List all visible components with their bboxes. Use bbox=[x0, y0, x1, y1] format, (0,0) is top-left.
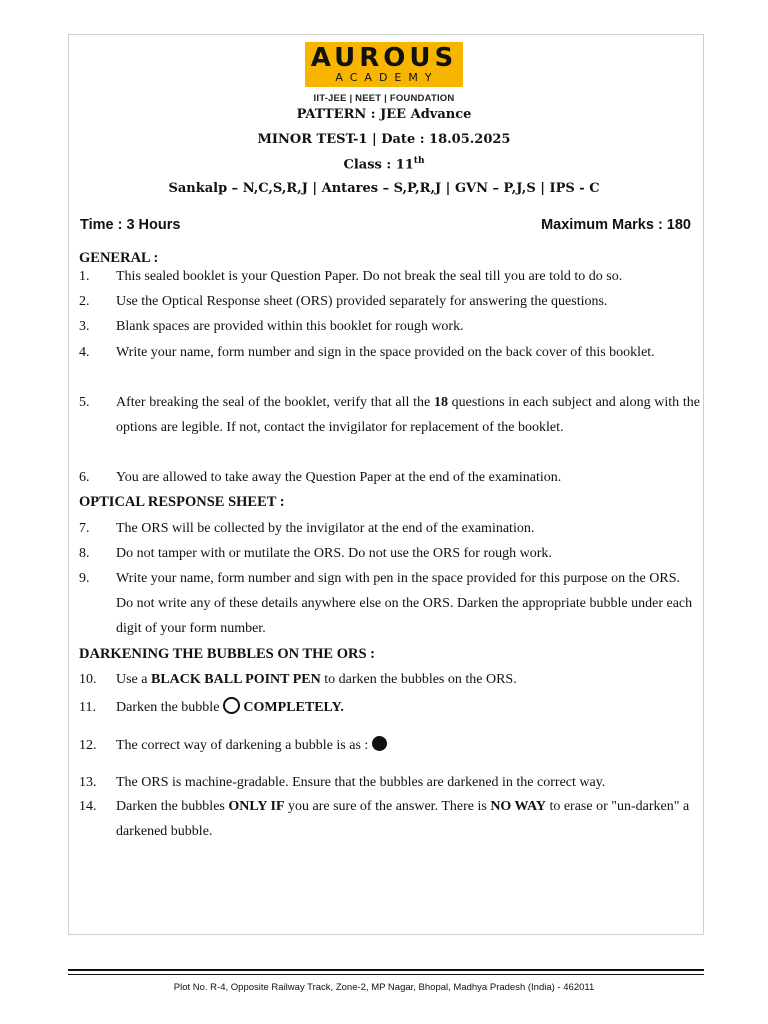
question-count: 18 bbox=[433, 395, 448, 410]
item-text bbox=[116, 390, 700, 440]
section-ors: OPTICAL RESPONSE SHEET : bbox=[79, 494, 285, 510]
section-general: GENERAL : bbox=[79, 250, 159, 266]
instruction-5 bbox=[79, 390, 700, 440]
item-text-a: After breaking the seal of the booklet, verify that all the bbox=[116, 395, 434, 410]
batches-line: Sankalp – N,C,S,R,J | Antares – S,P,R,J | GVN – P,J,S | IPS - C bbox=[168, 181, 600, 196]
item-number: 13. bbox=[79, 775, 97, 790]
empty-bubble-icon bbox=[223, 697, 240, 714]
footer-rule-thin bbox=[68, 974, 704, 975]
logo-name: AUROUS bbox=[310, 43, 458, 73]
class-sup: th bbox=[413, 156, 425, 166]
item-text: Use the Optical Response sheet (ORS) provided separately for answering the questions. bbox=[116, 294, 608, 309]
test-line: MINOR TEST-1 | Date : 18.05.2025 bbox=[257, 132, 511, 147]
only-if-emphasis: ONLY IF bbox=[228, 799, 285, 814]
no-way-emphasis: NO WAY bbox=[490, 799, 546, 814]
item-text: Do not tamper with or mutilate the ORS. Do not use the ORS for rough work. bbox=[116, 546, 552, 561]
item-text-c: to darken the bubbles on the ORS. bbox=[320, 672, 517, 687]
marks-label: Maximum Marks : 180 bbox=[541, 217, 691, 233]
pen-emphasis: BLACK BALL POINT PEN bbox=[151, 672, 321, 687]
item-text: Blank spaces are provided within this booklet for rough work. bbox=[116, 319, 464, 334]
item-text bbox=[116, 695, 700, 720]
class-line bbox=[0, 156, 768, 172]
item-text-c: you are sure of the answer. There is bbox=[284, 799, 491, 814]
instruction-2 bbox=[79, 289, 700, 314]
item-number: 11. bbox=[79, 700, 96, 715]
item-number: 2. bbox=[79, 294, 90, 309]
item-number: 14. bbox=[79, 799, 97, 814]
item-text-a: Darken the bubble bbox=[116, 700, 220, 715]
instruction-1 bbox=[79, 264, 700, 289]
item-text: Write your name, form number and sign in the space provided on the back cover of this booklet. bbox=[116, 345, 655, 360]
item-text: The ORS will be collected by the invigilator at the end of the examination. bbox=[116, 521, 535, 536]
exam-info bbox=[80, 217, 691, 233]
item-text bbox=[116, 667, 700, 692]
logo-tagline: IIT-JEE | NEET | FOUNDATION bbox=[313, 93, 455, 104]
item-number: 8. bbox=[79, 546, 90, 561]
instruction-6 bbox=[79, 465, 700, 490]
instruction-4 bbox=[79, 340, 659, 365]
item-text: Write your name, form number and sign with pen in the space provided for this purpose on the ORS. Do not write any of these details anywhere else on the ORS. Darken the appropriate bubble under each digit of your form number. bbox=[116, 571, 693, 636]
item-text: This sealed booklet is your Question Paper. Do not break the seal till you are told to do so. bbox=[116, 269, 623, 284]
item-number: 5. bbox=[79, 395, 90, 410]
item-text-a: Use a bbox=[116, 672, 151, 687]
logo-sub: ACADEMY bbox=[335, 71, 439, 84]
item-text: You are allowed to take away the Question Paper at the end of the examination. bbox=[116, 470, 562, 485]
item-text bbox=[116, 733, 700, 758]
item-text-e: to erase or "un-darken" a darkened bubble. bbox=[116, 799, 690, 839]
item-number: 3. bbox=[79, 319, 90, 334]
item-text-a: Darken the bubbles bbox=[116, 799, 229, 814]
item-number: 7. bbox=[79, 521, 90, 536]
item-text-a: The correct way of darkening a bubble is as : bbox=[116, 738, 369, 753]
item-number: 12. bbox=[79, 738, 97, 753]
logo-badge bbox=[305, 42, 463, 87]
item-number: 4. bbox=[79, 345, 90, 360]
pattern-line: PATTERN : JEE Advance bbox=[296, 107, 472, 122]
instruction-13 bbox=[79, 770, 700, 795]
item-text-c: questions in each subject and along with the options are legible. If not, contact the invigilator for replacement of the booklet. bbox=[116, 395, 700, 435]
section-darkening: DARKENING THE BUBBLES ON THE ORS : bbox=[79, 646, 375, 662]
instruction-10 bbox=[79, 667, 700, 692]
item-number: 9. bbox=[79, 571, 90, 586]
instruction-7 bbox=[79, 516, 700, 541]
item-number: 10. bbox=[79, 672, 97, 687]
footer-rule-thick bbox=[68, 969, 704, 971]
class-text: Class : 11 bbox=[343, 157, 414, 173]
logo bbox=[0, 42, 768, 104]
filled-bubble-icon bbox=[372, 736, 387, 751]
instruction-11 bbox=[79, 695, 700, 720]
instruction-14 bbox=[79, 794, 700, 844]
instruction-3 bbox=[79, 314, 700, 339]
item-text: The ORS is machine-gradable. Ensure that the bubbles are darkened in the correct way. bbox=[116, 775, 606, 790]
instruction-12 bbox=[79, 733, 700, 758]
item-number: 6. bbox=[79, 470, 90, 485]
completely-emphasis: COMPLETELY. bbox=[243, 700, 344, 715]
item-number: 1. bbox=[79, 269, 90, 284]
instruction-9 bbox=[79, 566, 700, 641]
footer-address: Plot No. R-4, Opposite Railway Track, Zone-2, MP Nagar, Bhopal, Madhya Pradesh (India) - 462011 bbox=[173, 982, 595, 993]
time-label: Time : 3 Hours bbox=[80, 217, 181, 233]
instruction-8 bbox=[79, 541, 700, 566]
item-text bbox=[116, 794, 700, 844]
